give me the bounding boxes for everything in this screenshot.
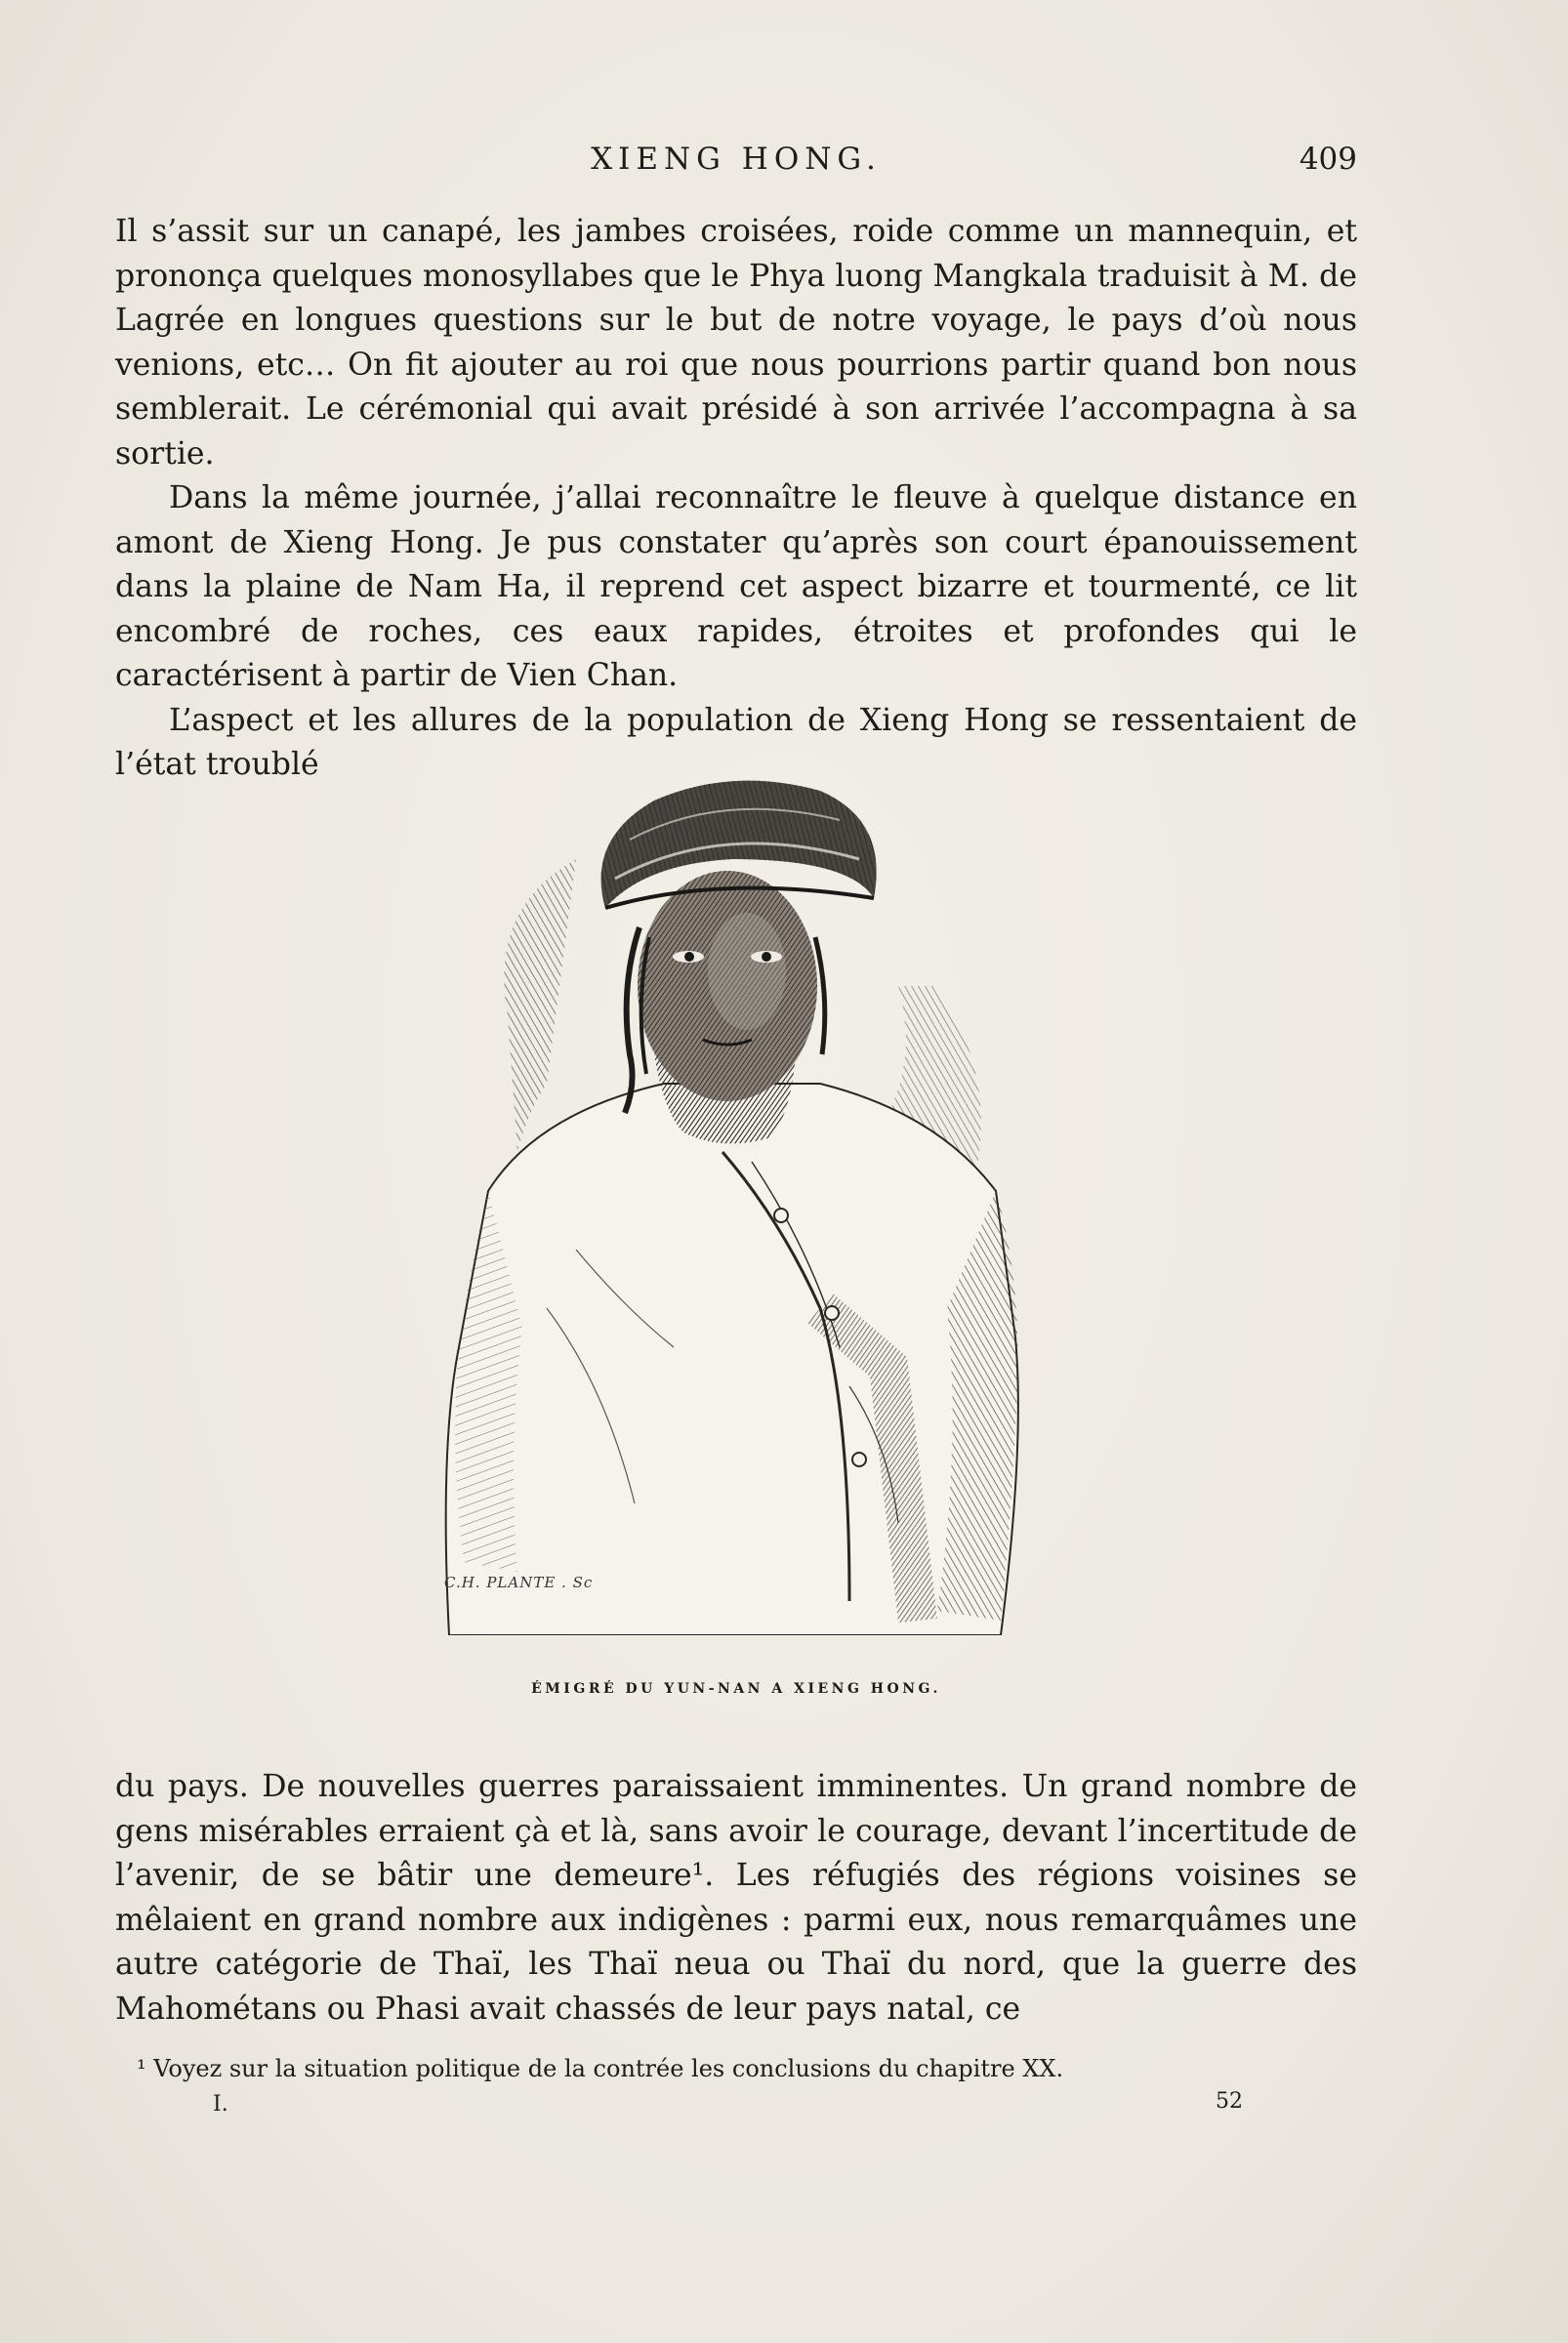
sheet-signature: 52 <box>1216 2089 1243 2114</box>
figure-caption: ÉMIGRÉ DU YUN-NAN A XIENG HONG. <box>531 1681 941 1697</box>
paragraph-4: du pays. De nouvelles guerres paraissaient imminentes. Un grand nombre de gens misérables erraient çà et là, sans avoir le courage, devant l’incertitude de l’avenir, de se bâtir une demeure¹. Les réfugiés des régions voisines se mêlaient en grand nombre aux indigènes : parmi eux, nous remarquâmes une autre catégorie de Thaï, les Thaï neua ou Thaï du nord, que la guerre des Mahométans ou Phasi avait chassés de leur pays natal, ce <box>115 1769 1357 2027</box>
paragraph-3: L’aspect et les allures de la population de Xieng Hong se ressentaient de l’état troublé <box>115 702 1357 782</box>
footnote: ¹ Voyez sur la situation politique de la contrée les conclusions du chapitre XX. <box>137 2055 1064 2082</box>
body-text-bottom <box>115 1765 1357 2032</box>
volume-signature: I. <box>213 2092 228 2117</box>
running-title: XIENG HONG. <box>591 142 882 177</box>
paragraph-1: Il s’assit sur un canapé, les jambes croisées, roide comme un mannequin, et prononça quelques monosyllabes que le Phya luong Mangkala traduisit à M. de Lagrée en longues questions sur le but de notre voyage, le pays d’où nous venions, etc… On fit ajouter au roi que nous pourrions partir quand bon nous semblerait. Le cérémonial qui avait présidé à son arrivée l’accompagna à sa sortie. <box>115 214 1357 472</box>
page-number: 409 <box>1299 142 1357 177</box>
body-text-top <box>115 210 1357 788</box>
paragraph-2: Dans la même journée, j’allai reconnaître le fleuve à quelque distance en amont de Xieng Hong. Je pus constater qu’après son court épanouissement dans la plaine de Nam Ha, il reprend cet aspect bizarre et tourmenté, ce lit encombré de roches, ces eaux rapides, étroites et profondes qui le caractérisent à partir de Vien Chan. <box>115 480 1357 693</box>
running-head <box>115 142 1357 181</box>
engraving-portrait <box>430 761 1045 1635</box>
engraver-signature: C.H. PLANTE . Sc <box>444 1574 594 1591</box>
